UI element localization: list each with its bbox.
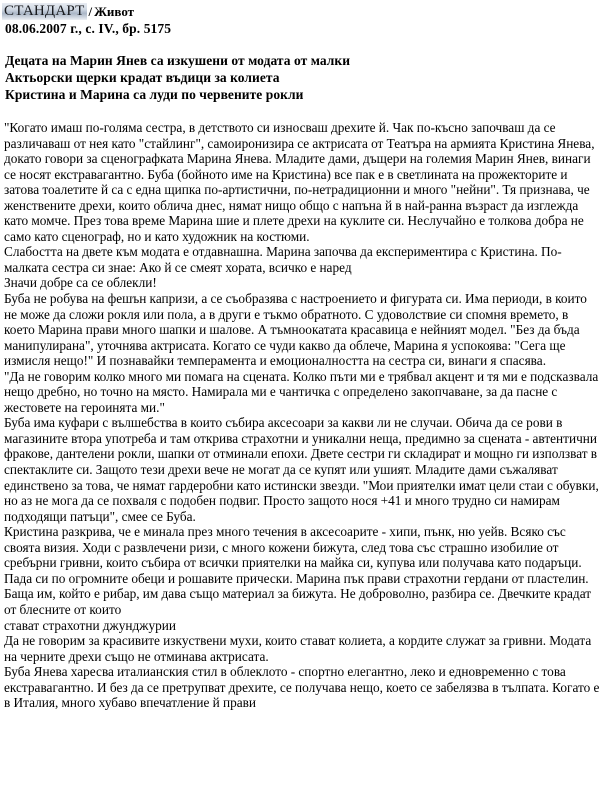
issue-line: 08.06.2007 г., с. IV., бр. 5175 [5, 21, 172, 36]
article-paragraph: Да не говорим за красивите изкуствени мухи, които стават колиета, а кордите служат за гривни. Модата на черните дрехи също не отминава актрисата. [4, 633, 592, 664]
article-paragraph: Буба Янева харесва италианския стил в облеклото - спортно елегантно, леко и едновременно с това екстравагантно. И без да се претрупват дрехите, се получава нещо, което се забелязва в тълпата. Когато е в Италия, много хубаво впечатление й прави [4, 664, 600, 711]
article-paragraph: Значи добре са се облекли! [4, 275, 157, 291]
standart-logo[interactable]: СТАНДАРТ [2, 3, 87, 20]
article-paragraph: Кристина разкрива, че е минала през много течения в аксесоарите - хипи, пънк, ню уейв. Всяко със своята визия. Ходи с развлечени ризи, с много кожени бижута, след това със страшно изобилие от сребърни гривни, които събира от всички приятелки на майка си, купува или получава като подаръци. Пада си по огромните обеци и рошавите прически. Марина пък прави страхотни гердани от пластелин. Баща им, който е рибар, им дава също материал за бижута. Не доброволно, разбира се. Двечките крадат от блесните от които [4, 524, 592, 617]
masthead-separator: / [88, 4, 93, 19]
headline-main: Актьорски щерки крадат въдици за колиета [5, 70, 280, 85]
masthead [2, 2, 598, 20]
article-paragraph: Слабостта на двете към модата е отдавнашна. Марина започва да експериментира с Кристина. По-малката сестра си знае: Ако й се смеят хората, всичко е наред [4, 244, 562, 275]
headline-subhead: Кристина и Марина са луди по червените рокли [5, 87, 304, 102]
article-paragraph: стават страхотни джунджурии [4, 617, 176, 633]
headline-block [5, 52, 598, 103]
section-name: Живот [94, 4, 135, 19]
article-paragraph: Буба има куфари с вълшебства в които събира аксесоари за какви ли не случаи. Обича да се рови в магазините втора употреба и там открива страхотни и уникални неща, предимно за сцената - автентични фракове, дантелени рокли, шапки от отминали епохи. Двете сестри ги складират и мощно ги използват в спектаклите си. Защото тези дрехи вече не могат да се купят или ушият. Младите дами съжаляват единствено за това, че нямат гардеробни като истински звезди. "Мои приятелки имат цели стаи с обувки, но аз не мога да се похваля с подобен подвиг. Просто защото нося +41 и много трудно си намирам подходящи патъци", смее се Буба. [4, 415, 599, 524]
article-paragraph: "Да не говорим колко много ми помага на сцената. Колко пъти ми е трябвал акцент и тя ми е подсказвала нещо дребно, но точно на място. Намирала ми е чантичка с определено закопчаване, за да пасне с жестовете на героинята ми." [4, 368, 599, 415]
article-paragraph: "Когато имаш по-голяма сестра, в детството си износваш дрехите й. Чак по-късно започваш да се различаваш от нея като "стайлинг", самоиронизира се актрисата от Театъра на армията Кристина Янева, докато говори за сценографката Марина Янева. Младите дами, дъщери на големия Марин Янев, винаги се носят екстравагантно. Буба (бойното име на Кристина) все пак е в светлината на прожекторите и затова тоалетите й са с една щипка по-артистични, по-нетрадиционни и много "нейни". Тя признава, че женствените дрехи, които облича днес, нямат нищо общо с напъна й в най-ранна възраст да изглежда като момче. През това време Марина шие и плете дрехи на куклите си. Неслучайно е толкова добра не само като сценограф, но и като художник на костюми. [4, 120, 595, 244]
article-body [4, 120, 600, 711]
headline-kicker: Децата на Марин Янев са изкушени от модата от малки [5, 53, 351, 68]
article-paragraph: Буба не робува на фешън капризи, а се съобразява с настроението и фигурата си. Има периоди, в които не може да сложи рокля или пола, а в други е тъкмо обратното. С удоволствие си спомня времето, в което Марина прави много шапки и шалове. А тъмноокатата красавица е нейният модел. "Без да бъда манипулирана", уточнява актрисата. Когато се чуди какво да облече, Марина я успокоява: "Сега ще измисля нещо!" И познавайки темперамента и емоционалността на сестра си, винаги я спасява. [4, 291, 587, 369]
